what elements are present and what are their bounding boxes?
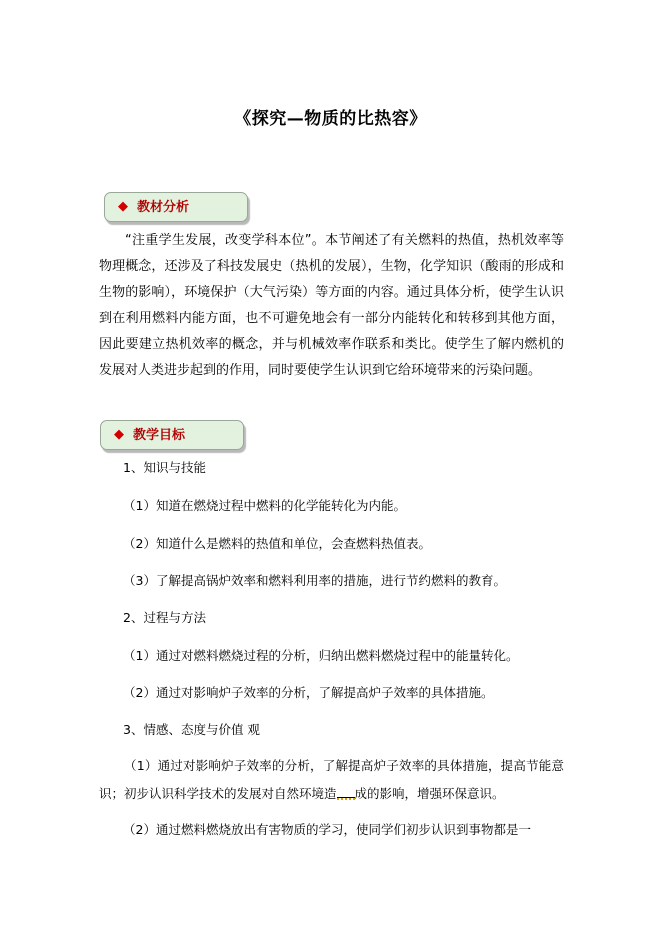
section-label-objectives: 教学目标 [133,428,186,443]
section-tab-objectives [100,420,244,450]
objective-item: （1）知道在燃烧过程中燃料的化学能转化为内能。 [123,498,406,513]
section-label-analysis: 教材分析 [137,200,190,215]
objective-text-part: 成的影响，增强环保意识。 [354,786,505,801]
objective-heading-process: 2、过程与方法 [123,610,206,625]
page-title: 《探究—物质的比热容》 [234,109,427,129]
objective-heading-attitude: 3、情感、态度与价值 观 [123,722,260,737]
objective-item: （2）通过对影响炉子效率的分析，了解提高炉子效率的具体措施。 [123,685,494,700]
red-diamond-icon: ◆ [118,199,128,214]
section-tab-analysis [104,192,248,222]
objective-item: （2）知道什么是燃料的热值和单位，会查燃料热值表。 [123,536,431,551]
objective-text-part: （1）通过对影响炉子效率的分析，了解提高炉子效率的具体措施，提高节能意识；初步认识科学技术的发展对自然环境造 [99,758,564,801]
objective-heading-knowledge: 1、知识与技能 [123,460,206,475]
objective-item: （3）了解提高锅炉效率和燃料利用率的措施，进行节约燃料的教育。 [123,573,506,588]
objective-paragraph [99,752,564,808]
fill-in-blank [337,786,355,798]
objective-item: （2）通过燃料燃烧放出有害物质的学习，使同学们初步认识到事物都是一 [123,822,531,837]
red-diamond-icon: ◆ [114,427,124,442]
analysis-paragraph: “注重学生发展，改变学科本位”。本节阐述了有关燃料的热值，热机效率等物理概念，还涉及了科技发展史（热机的发展），生物，化学知识（酸雨的形成和生物的影响），环境保护（大气污染）等方面的内容。通过具体分析，使学生认识到在利用燃料内能方面，也不可避免地会有一部分内能转化和转移到其他方面，因此要建立热机效率的概念，并与机械效率作联系和类比。使学生了解内燃机的发展对人类进步起到的作用，同时要使学生认识到它给环境带来的污染问题。 [99,233,564,378]
objective-item: （1）通过对燃料燃烧过程的分析，归纳出燃料燃烧过程中的能量转化。 [123,648,519,663]
